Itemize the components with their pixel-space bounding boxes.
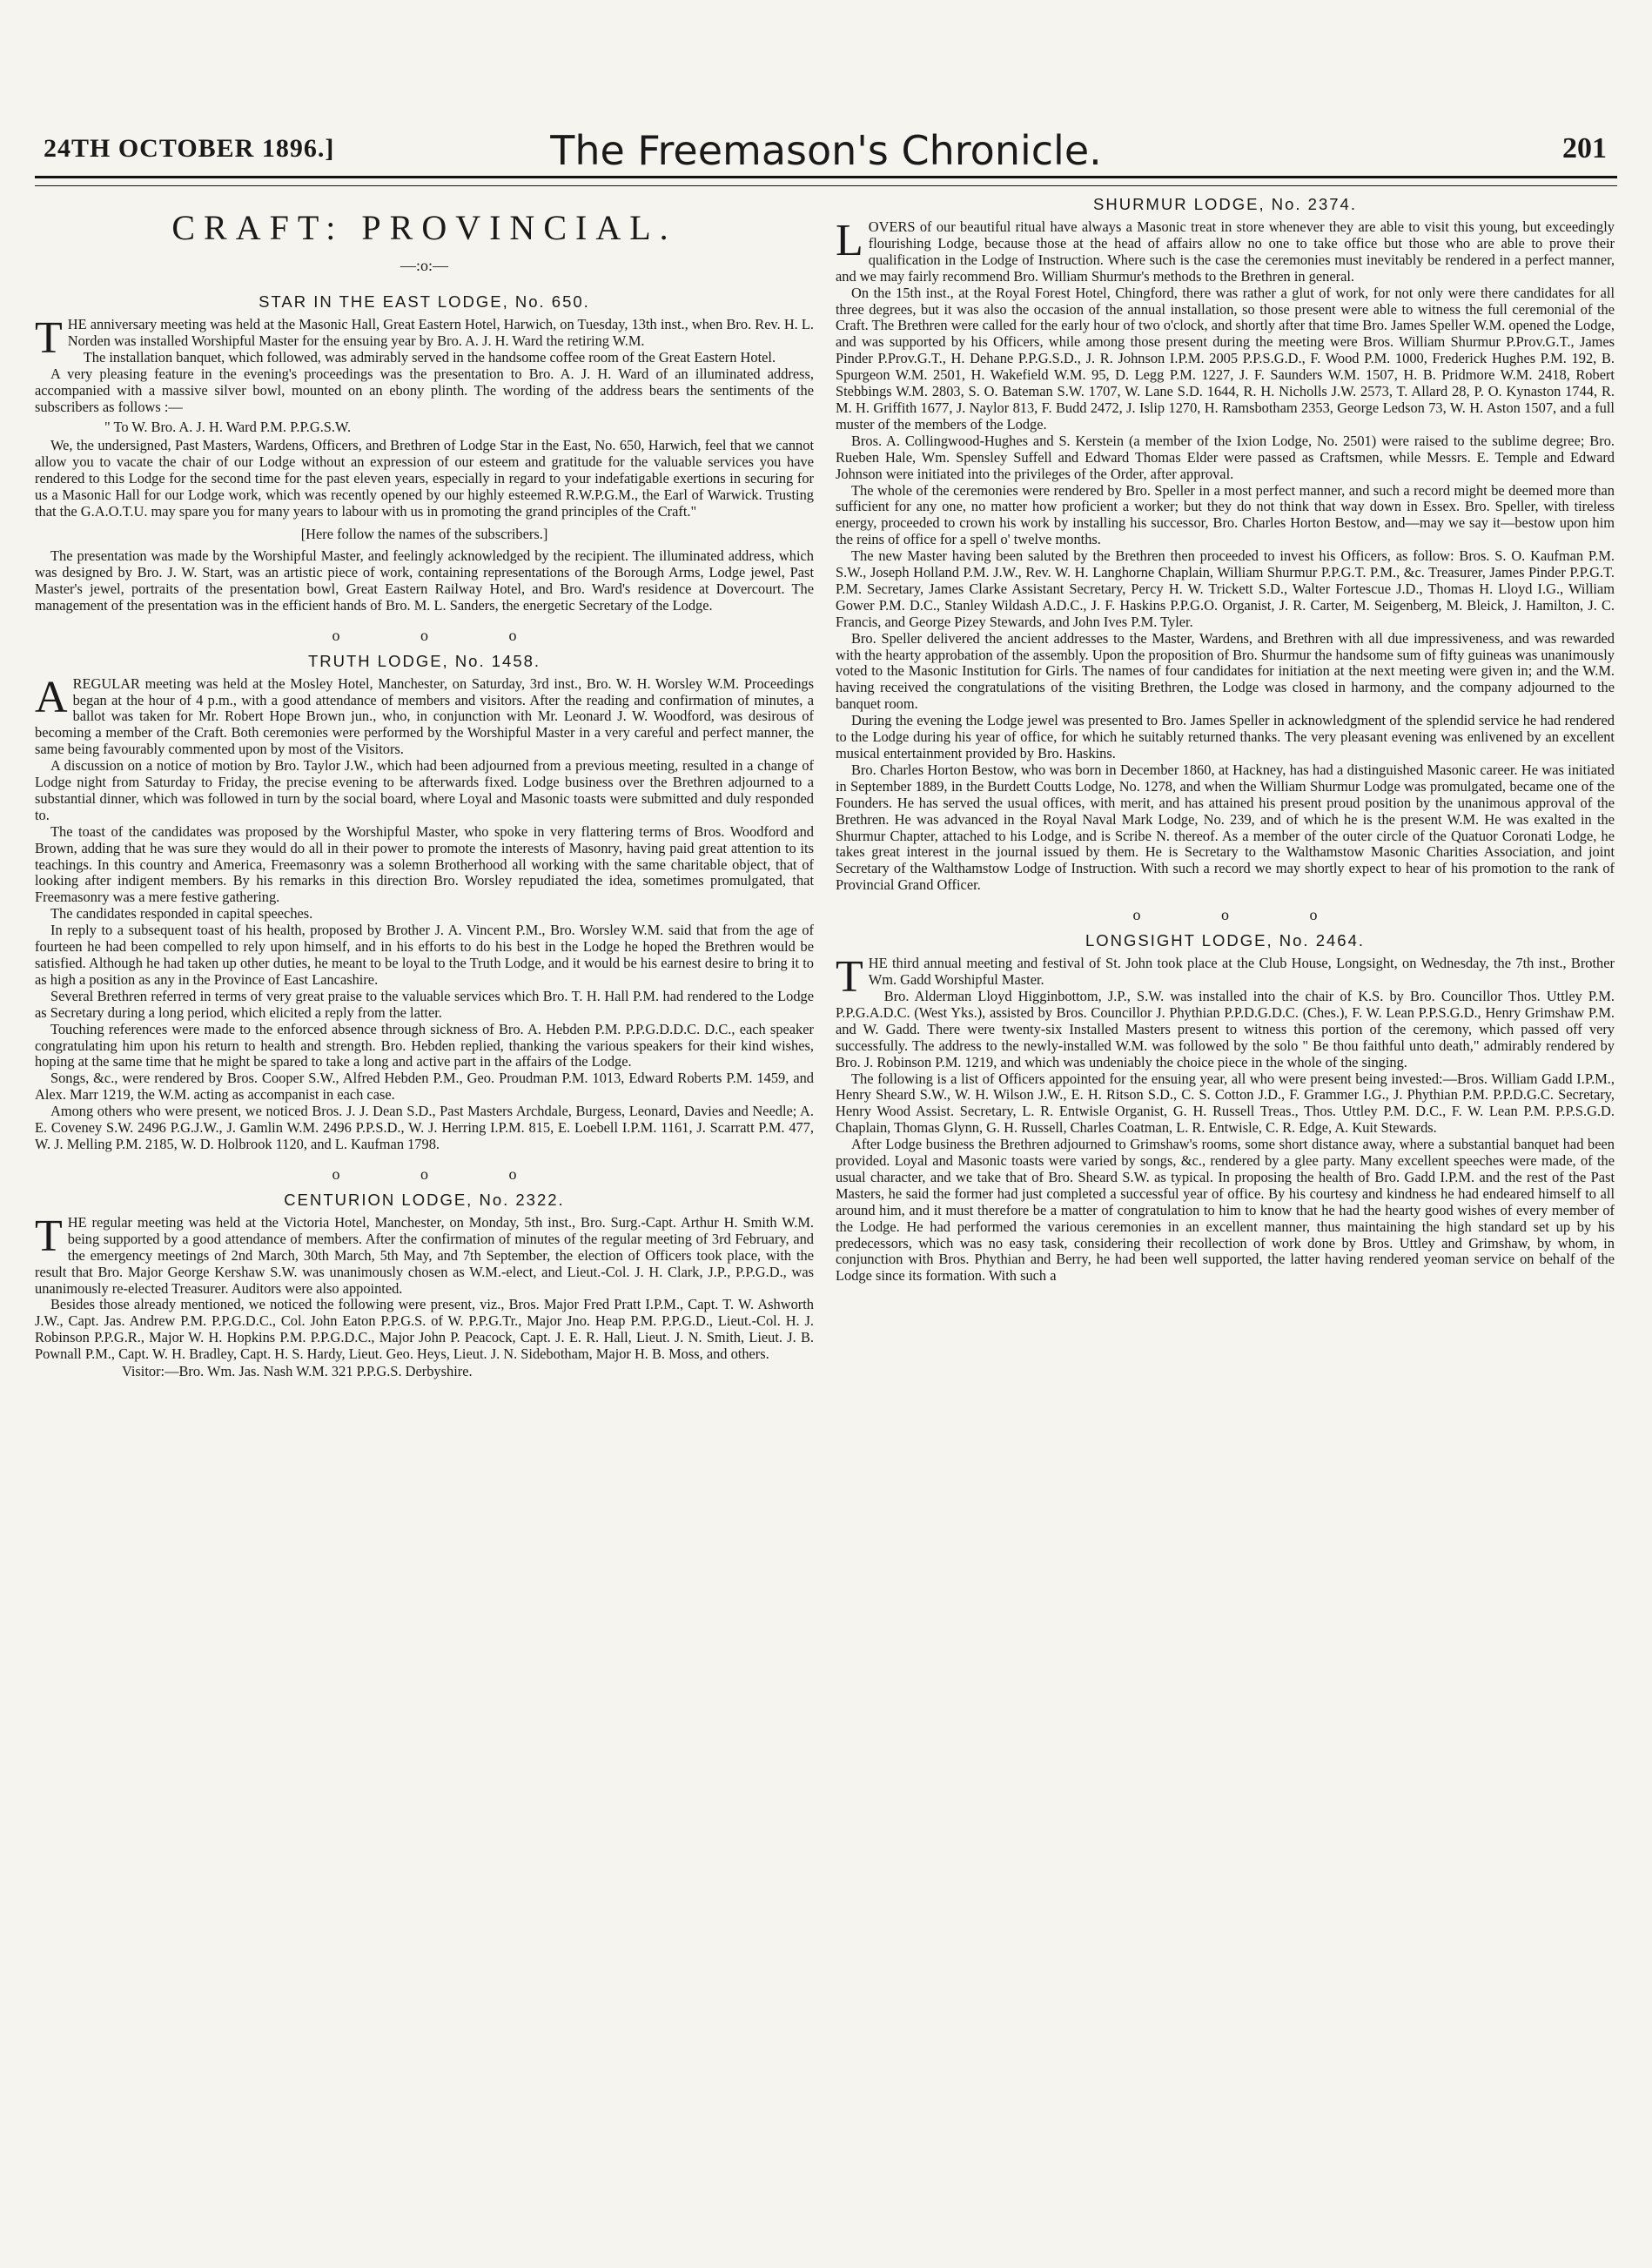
drop-cap: L <box>836 216 863 265</box>
address-salutation: " To W. Bro. A. J. H. Ward P.M. P.P.G.S.W. <box>104 419 352 436</box>
truth-paragraph-3: The toast of the candidates was proposed by the Worshipful Master, who spoke in very flattering terms of Bros. Woodford and Brown, adding that he was sure they would do all in their power to promote the interests of Masonry, having paid great attention to its teachings. In this country and America, Freemasonry was a solemn Brotherhood all working with the same charitable object, that of looking after indigent members. By his remarks in this direction Bro. Worsley repudiated the idea, sometimes promulgated, that Freemasonry was a mere festive gathering. <box>35 822 814 906</box>
longsight-paragraph-2: Bro. Alderman Lloyd Higginbottom, J.P., S.W. was installed into the chair of K.S. by Bro. Councillor Thos. Uttley P.M. P.P.G.A.D.C. (West Yks.), assisted by Bros. Councillor J. Phythian P.P.D.G.D.C. (Ches.), F. W. Lean P.P.S.G.D., Henry Grimshaw P.M. and W. Gadd. There were twenty-six Installed Masters present to witness this portion of the ceremony, which passed off very successfully. The address to the newly-installed W.M. was followed by the solo " Be thou faithful unto death," admirably rendered by Bro. J. Robinson P.M. 1219, and which was undeniably the choice piece in the whole of the singing. <box>836 987 1615 1070</box>
subscribers-note: [Here follow the names of the subscribers.] <box>300 525 548 542</box>
centurion-visitor-line: Visitor:—Bro. Wm. Jas. Nash W.M. 321 P.P.G.S. Derbyshire. <box>122 1363 473 1380</box>
drop-cap: T <box>35 1211 63 1261</box>
section-title: CRAFT: PROVINCIAL. <box>171 208 677 247</box>
centurion-paragraph-1: THE regular meeting was held at the Victoria Hotel, Manchester, on Monday, 5th inst., Bro. Surg.-Capt. Arthur H. Smith W.M. being supported by a good attendance of members. After the confirmation of minutes of the regular meeting of 3rd February, and the emergency meetings of 2nd March, 30th March, 5th May, and 7th September, the election of Officers took place, with the result that Bro. Major George Kershaw S.W. was unanimously chosen as W.M.-elect, and Lieut.-Col. J. H. Clark, J.P., P.P.G.D., was unanimously re-elected Treasurer. Auditors were also appointed. <box>35 1211 814 1297</box>
truth-lodge-heading: TRUTH LODGE, No. 1458. <box>307 651 541 670</box>
section-divider: o o o <box>1132 906 1356 924</box>
star-paragraph-1: THE anniversary meeting was held at the Masonic Hall, Great Eastern Hotel, Harwich, on Tuesday, 13th inst., when Bro. Rev. H. L. Norden was installed Worshipful Master for the ensuing year by Bro. A. J. H. Ward the retiring W.M. <box>35 313 814 363</box>
truth-paragraph-4: The candidates responded in capital speeches. <box>50 905 313 923</box>
longsight-paragraph-3: The following is a list of Officers appointed for the ensuing year, all who were present being invested:—Bros. William Gadd I.P.M., Henry Sheard S.W., W. H. Wilson J.W., E. H. Ritson S.D., C. S. Cotton J.D., F. Grammer I.G., J. Phythian P.M. P.P.D.G.C. Secretary, Henry Wood Assist. Secretary, L. R. Entwisle Organist, G. H. Russell Treas., Thos. Uttley P.M. D.C., F. W. Lean P.M. P.P.S.G.D. Chaplain, Thomas Glynn, G. H. Russell, Charles Coatman, L. R. Entwisle, C. R. Edge, A. Kuit Stewards. <box>836 1070 1615 1137</box>
truth-paragraph-1: AREGULAR meeting was held at the Mosley Hotel, Manchester, on Saturday, 3rd inst., Bro. W. H. Worsley W.M. Proceedings began at the hour of 4 p.m., with a good attendance of members and visitors. After the reading and confirmation of minutes, a ballot was taken for Mr. Robert Hope Brown jun., who, in conjunction with Mr. Leonard J. W. Woodford, was desirous of becoming a member of the Craft. Both ceremonies were performed by the Worshipful Master in a very careful and perfect manner, the same being favourably commented upon by most of the Visitors. <box>35 672 814 758</box>
masthead <box>35 127 1617 174</box>
drop-cap: A <box>35 672 68 722</box>
star-paragraph-3: A very pleasing feature in the evening's proceedings was the presentation to Bro. A. J. H. Ward of an illuminated address, accompanied with a massive silver bowl, mounted on an ebony plinth. The wording of the address bears the sentiments of the subscribers as follows :— <box>35 365 814 415</box>
shurmur-lodge-heading: SHURMUR LODGE, No. 2374. <box>1093 195 1357 213</box>
shurmur-paragraph-4: The whole of the ceremonies were rendered by Bro. Speller in a most perfect manner, and such a record might be deemed more than sufficient for any one, no matter how proficient a worker; but they do not think that way down in Essex. Bro. Speller, with tireless energy, proceeded to crown his work by installing his successor, Bro. Charles Horton Bestow, and—may we say it—bestow upon him the reins of office for a spell o' twelve months. <box>836 481 1615 548</box>
address-body: We, the undersigned, Past Masters, Wardens, Officers, and Brethren of Lodge Star in the East, No. 650, Harwich, feel that we cannot allow you to vacate the chair of our Lodge without an expression of our esteem and gratitude for the valuable services you have rendered to this Lodge for the second time for the past eleven years, especially in regard to your indefatigable exertions in securing for us a Masonic Hall for our Lodge work, which was recently opened by our highly esteemed R.W.P.G.M., the Earl of Warwick. Trusting that the G.A.O.T.U. may spare you for many years to labour with us in promoting the grand principles of the Craft." <box>35 437 814 520</box>
truth-paragraph-5: In reply to a subsequent toast of his health, proposed by Brother J. A. Vincent P.M., Bro. Worsley W.M. said that from the age of fourteen he had been compelled to rely upon himself, and in his efforts to do his best in the Lodge he hoped the Brethren would be satisfied. Although he had taken up other duties, he meant to be loyal to the Truth Lodge, and it would be his earnest desire to bring it to as high a position as any in the Province of East Lancashire. <box>35 922 814 988</box>
truth-paragraph-2: A discussion on a notice of motion by Bro. Taylor J.W., which had been adjourned from a previous meeting, resulted in a change of Lodge night from Saturday to Friday, the precise evening to be afterwards fixed. Lodge business over the Brethren adjourned to a substantial dinner, which was followed in turn by the social board, where Loyal and Masonic toasts were submitted and duly responded to. <box>35 757 814 823</box>
shurmur-paragraph-8: Bro. Charles Horton Bestow, who was born in December 1860, at Hackney, has had a distinguished Masonic career. He was initiated in September 1889, in the Burdett Coutts Lodge, No. 1278, and when the William Shurmur Lodge was promulgated, became one of the Founders. He has served the usual offices, with merit, and has attained his present proud position by the unanimous approval of the Brethren. He was advanced in the Royal Naval Mark Lodge, No. 239, and of which he is the present W.M. He was exalted in the Shurmur Chapter, attached to his Lodge, and is Scribe N. thereof. As a member of the outer circle of the Quatuor Coronati Lodge, he takes great interest in the journal issued by them. He is Secretary to the Walthamstow Masonic Charities Association, and joint Secretary of the Walthamstow Lodge of Instruction. With such a record we may shortly expect to hear of his promotion to the rank of Provincial Grand Officer. <box>836 761 1615 894</box>
shurmur-paragraph-1: LOVERS of our beautiful ritual have always a Masonic treat in store whenever they are able to visit this young, but exceedingly flourishing Lodge, because those at the head of affairs allow no one to take office but those who are able to prove their qualification in the Lodge of Instruction. Where such is the case the ceremonies must inevitably be rendered in a perfect manner, and we may fairly recommend Bro. William Shurmur's methods to the Brethren in general. <box>836 216 1615 285</box>
publication-title: The Freemason's Chronicle. <box>550 127 1102 174</box>
longsight-lodge-heading: LONGSIGHT LODGE, No. 2464. <box>1085 931 1366 950</box>
page-number: 201 <box>1562 132 1607 164</box>
drop-cap: T <box>35 313 63 363</box>
shurmur-paragraph-5: The new Master having been saluted by the Brethren then proceeded to invest his Officers, as follow: Bros. S. O. Kaufman P.M. S.W., Joseph Holland P.M. J.W., Rev. W. H. Langhorne Chaplain, William Shurmur P.P.G.T. P.M., &c. Treasurer, James Pinder P.P.G.T. P.M. Secretary, James Clarke Assistant Secretary, Percy H. W. Trickett S.D., Walter Fortescue J.D., Thomas H. Lloyd I.G., William Gower P.M. D.C., Stanley Wildash A.D.C., J. F. Haskins P.P.G.O. Organist, J. R. Carter, M. Seigenberg, M. Bleick, J. Hamilton, J. C. Francis, and George Pizey Stewards, and John Ives P.M. Tyler. <box>836 547 1615 630</box>
truth-paragraph-8: Songs, &c., were rendered by Bros. Cooper S.W., Alfred Hebden P.M., Geo. Proudman P.M. 1013, Edward Roberts P.M. 1459, and Alex. Marr 1219, the W.M. acting as accompanist in each case. <box>35 1070 814 1104</box>
section-dash: —:o:— <box>400 257 448 274</box>
centurion-paragraph-2: Besides those already mentioned, we noticed the following were present, viz., Bros. Major Fred Pratt I.P.M., Capt. T. W. Ashworth J.W., Capt. Jas. Andrew P.M. P.P.G.D.C., Col. John Eaton P.P.G.S. of W. P.P.G.Tr., Major Jno. Heap P.M. P.P.G.D., Lieut.-Col. H. J. Robinson P.P.G.R., Major W. H. Hopkins P.M. P.P.G.D.C., Major John P. Peacock, Capt. J. E. R. Hall, Lieut. J. N. Smith, Lieut. J. B. Pownall P.M., Capt. W. H. Bradley, Capt. H. S. Hardy, Lieut. Geo. Heys, Lieut. J. N. Sidebotham, Major H. B. Moss, and others. <box>35 1296 814 1363</box>
truth-paragraph-7: Touching references were made to the enforced absence through sickness of Bro. A. Hebden P.M. P.P.G.D.D.C. D.C., each speaker congratulating him upon his return to health and strength. Bro. Hebden replied, thanking the various speakers for their kind wishes, hoping at the same time that he might be spared to take a long and active part in the affairs of the Lodge. <box>35 1020 814 1070</box>
drop-cap: T <box>836 952 863 1003</box>
shurmur-paragraph-6: Bro. Speller delivered the ancient addresses to the Master, Wardens, and Brethren with all due impressiveness, and was rewarded with the hearty approbation of the assembly. Upon the proposition of Bro. Shurmur the handsome sum of fifty guineas was unanimously voted to the Masonic Institution for Girls. The names of four candidates for initiation at the next meeting were given in; and the W.M. having received the congratulations of the visiting Brethren, the Lodge was closed in harmony, and the company adjourned to the banquet room. <box>836 629 1615 713</box>
shurmur-paragraph-3: Bros. A. Collingwood-Hughes and S. Kerstein (a member of the Ixion Lodge, No. 2501) were raised to the sublime degree; Bro. Rueben Hale, Wm. Spensley Suffell and Edward Thomas Elder were passed as Craftsmen, while Messrs. E. Temple and Edward Johnson were initiated into the privileges of the Order, after approval. <box>836 432 1615 482</box>
star-paragraph-4: The presentation was made by the Worshipful Master, and feelingly acknowledged by the recipient. The illuminated address, which was designed by Bro. J. W. Start, was an artistic piece of work, containing representations of the Borough Arms, Lodge jewel, Past Master's jewel, portraits of the presentation bowl, Great Eastern Railway Hotel, and Bro. Ward's residence at Dovercourt. The management of the presentation was in the efficient hands of Bro. M. L. Sanders, the energetic Secretary of the Lodge. <box>35 547 814 614</box>
truth-paragraph-6: Several Brethren referred in terms of very great praise to the valuable services which Bro. T. H. Hall P.M. had rendered to the Lodge as Secretary during a long period, which elicited a reply from the latter. <box>35 987 814 1021</box>
star-paragraph-2: The installation banquet, which followed, was admirably served in the handsome coffee room of the Great Eastern Hotel. <box>83 348 776 366</box>
shurmur-paragraph-2: On the 15th inst., at the Royal Forest Hotel, Chingford, there was rather a glut of work, for not only were there candidates for all three degrees, but it was also the occasion of the annual installation, so those present were able to witness the full ceremonial of the Craft. The Brethren were called for the early hour of two o'clock, and shortly after that time Bro. James Speller W.M. opened the Lodge, and was supported by his Officers, while among those present during the meeting were Bros. William Shurmur P.Prov.G.T., James Pinder P.Prov.G.T., H. Dehane P.P.G.S.D., J. R. Johnson I.P.M. 2005 P.P.S.G.D., F. Wood P.M. 1000, Frederick Hughes P.M. 192, B. Spurgeon W.M. 2501, H. Wakefield W.M. 95, D. Legg P.M. 1227, J. F. Saunders W.M. 1507, H. B. Pridmore W.M. 2418, Robert Stebbings W.M. 2803, S. O. Bateman S.W. 1707, W. Lane S.D. 1644, R. H. Nicholls J.W. 2573, T. Allard 28, P. O. Kynaston 1744, R. M. H. Griffith 1677, J. Naylor 813, F. Budd 2472, J. Islip 1270, H. Ramsbotham 2353, George Ledson 73, W. H. Aston 1507, and a full muster of the members of the Lodge. <box>836 284 1615 433</box>
centurion-lodge-heading: CENTURION LODGE, No. 2322. <box>284 1190 565 1209</box>
left-column <box>35 188 814 1379</box>
section-divider: o o o <box>332 1164 555 1183</box>
longsight-paragraph-4: After Lodge business the Brethren adjourned to Grimshaw's rooms, some short distance away, where a substantial banquet had been provided. Loyal and Masonic toasts were varied by songs, &c., rendered by a glee party. Many excellent speeches were made, of the usual character, and we take that of Bro. Sheard S.W. as typical. In proposing the health of Bro. Gadd I.P.M. and the rest of the Past Masters, he said the former had just completed a successful year of office. By his courtesy and kindness he had endeared himself to all around him, and it must therefore be a matter of congratulation to him to know that he had the hearty good wishes of every member of the Lodge. He had performed the various ceremonies in an excellent manner, thus maintaining the high standard set up by his predecessors, which was no easy task, considering their recollection of work done by Bros. Uttley and Grimshaw, by whom, in conjunction with Bros. Phythian and Berry, he had been well supported, the latter having rendered yeoman service on behalf of the Lodge since its formation. With such a <box>836 1136 1615 1285</box>
truth-paragraph-9: Among others who were present, we noticed Bros. J. J. Dean S.D., Past Masters Archdale, Burgess, Leonard, Davies and Needle; A. E. Coveney S.W. 2496 P.G.J.W., J. Gamlin W.M. 2496 P.P.S.D., W. J. Herring I.P.M. 815, E. Loebell I.P.M. 1161, J. Scarratt P.M. 477, W. J. Melling P.M. 2185, W. D. Holbrook 1120, and L. Kaufman 1798. <box>35 1103 814 1152</box>
star-lodge-heading: STAR IN THE EAST LODGE, No. 650. <box>259 292 590 311</box>
section-divider: o o o <box>332 626 555 644</box>
longsight-paragraph-1: THE third annual meeting and festival of St. John took place at the Club House, Longsight, on Wednesday, the 7th inst., Brother Wm. Gadd Worshipful Master. <box>836 952 1615 1003</box>
shurmur-paragraph-7: During the evening the Lodge jewel was presented to Bro. James Speller in acknowledgment of the splendid service he had rendered to the Lodge during his year of office, for which he suitably returned thanks. The very pleasant evening was enlivened by an excellent musical entertainment provided by Bro. Haskins. <box>836 712 1615 762</box>
issue-date: 24TH OCTOBER 1896.] <box>44 134 335 163</box>
right-column <box>836 188 1615 1285</box>
masthead-rule <box>35 176 1617 186</box>
